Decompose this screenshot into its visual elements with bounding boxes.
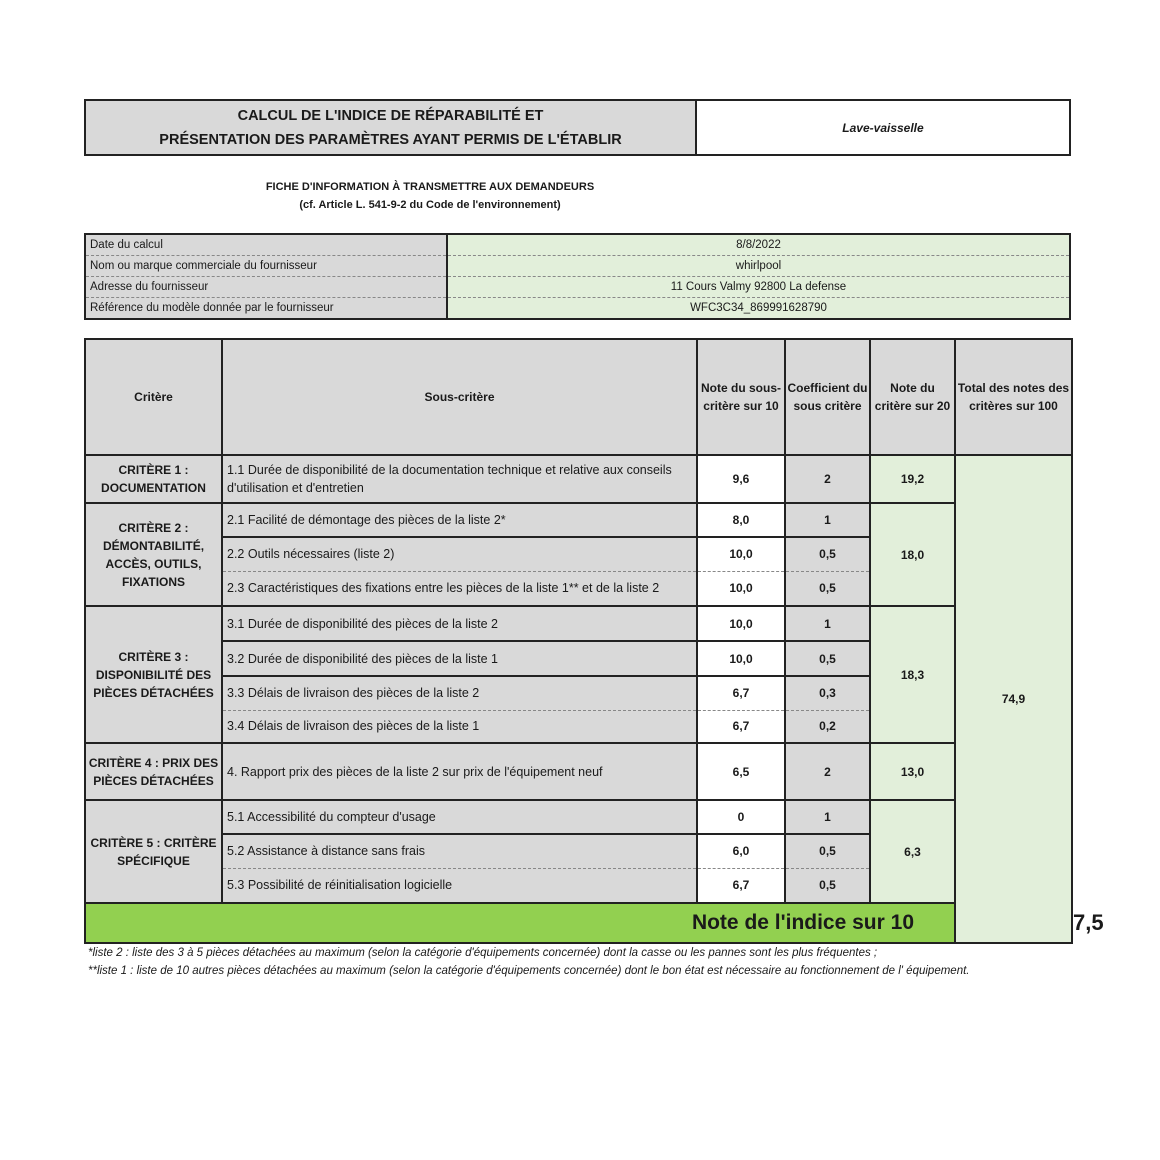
document-title — [86, 101, 697, 154]
total-score-100: 74,9 — [955, 455, 1072, 943]
header-row — [85, 339, 1072, 455]
info-value: 11 Cours Valmy 92800 La defense — [447, 277, 1070, 298]
col-header-critere: Critère — [85, 339, 222, 455]
criterion-score: 18,3 — [870, 606, 955, 743]
footnote-liste-1: **liste 1 : liste de 10 autres pièces détachées au maximum (selon la catégorie d'équipements concernée) dont le bon état est nécessaire au fonctionnement de l' équipement. — [88, 965, 970, 977]
sub-note: 8,0 — [697, 503, 785, 537]
sub-criterion: 3.1 Durée de disponibilité des pièces de la liste 2 — [222, 606, 697, 641]
title-box — [84, 99, 1071, 156]
info-label: Référence du modèle donnée par le fournisseur — [85, 298, 447, 319]
sub-note: 6,7 — [697, 868, 785, 903]
info-value: 8/8/2022 — [447, 234, 1070, 255]
footnotes — [88, 944, 1068, 980]
subtitle-line-1: FICHE D'INFORMATION À TRANSMETTRE AUX DEMANDEURS — [265, 181, 595, 193]
sub-coef: 0,5 — [785, 834, 870, 868]
criterion-label: CRITÈRE 3 : DISPONIBILITÉ DES PIÈCES DÉTACHÉES — [85, 606, 222, 743]
sub-coef: 0,2 — [785, 710, 870, 743]
sub-coef: 0,5 — [785, 571, 870, 606]
sub-coef: 0,5 — [785, 641, 870, 676]
subtitle-line-2: (cf. Article L. 541-9-2 du Code de l'environnement) — [299, 199, 561, 211]
sub-criterion: 2.3 Caractéristiques des fixations entre les pièces de la liste 1** et de la liste 2 — [222, 571, 697, 606]
table-row — [85, 455, 1072, 503]
sub-coef: 1 — [785, 606, 870, 641]
sub-note: 0 — [697, 800, 785, 834]
col-header-coef: Coefficient du sous critère — [785, 339, 870, 455]
criterion-label: CRITÈRE 4 : PRIX DES PIÈCES DÉTACHÉES — [85, 743, 222, 800]
info-row — [85, 234, 1070, 255]
info-value: whirlpool — [447, 255, 1070, 276]
sub-coef: 0,5 — [785, 537, 870, 571]
col-header-note-critere: Note du critère sur 20 — [870, 339, 955, 455]
col-header-note-sous: Note du sous-critère sur 10 — [697, 339, 785, 455]
subtitle — [190, 178, 670, 214]
final-score-label: Note de l'indice sur 10 — [85, 903, 955, 943]
table-row — [85, 800, 1072, 834]
sub-coef: 1 — [785, 503, 870, 537]
footnote-liste-2: *liste 2 : liste des 3 à 5 pièces détachées au maximum (selon la catégorie d'équipements concernée) dont la casse ou les pannes sont les plus fréquentes ; — [88, 947, 878, 959]
info-row — [85, 277, 1070, 298]
criterion-label: CRITÈRE 2 : DÉMONTABILITÉ, ACCÈS, OUTILS, FIXATIONS — [85, 503, 222, 606]
sub-criterion: 5.3 Possibilité de réinitialisation logicielle — [222, 868, 697, 903]
info-label: Date du calcul — [85, 234, 447, 255]
supplier-info-table — [84, 233, 1071, 320]
sub-criterion: 5.2 Assistance à distance sans frais — [222, 834, 697, 868]
title-line-2: PRÉSENTATION DES PARAMÈTRES AYANT PERMIS DE L'ÉTABLIR — [159, 131, 622, 148]
sub-note: 9,6 — [697, 455, 785, 503]
sub-coef: 0,3 — [785, 676, 870, 710]
sub-note: 6,7 — [697, 676, 785, 710]
sub-criterion: 3.3 Délais de livraison des pièces de la liste 2 — [222, 676, 697, 710]
sub-note: 10,0 — [697, 571, 785, 606]
title-line-1: CALCUL DE L'INDICE DE RÉPARABILITÉ ET — [237, 107, 544, 124]
sub-criterion: 2.2 Outils nécessaires (liste 2) — [222, 537, 697, 571]
criterion-score: 13,0 — [870, 743, 955, 800]
sub-criterion: 3.4 Délais de livraison des pièces de la liste 1 — [222, 710, 697, 743]
sub-note: 10,0 — [697, 606, 785, 641]
sub-coef: 1 — [785, 800, 870, 834]
table-row — [85, 743, 1072, 800]
sub-criterion: 4. Rapport prix des pièces de la liste 2 sur prix de l'équipement neuf — [222, 743, 697, 800]
criterion-label: CRITÈRE 1 : DOCUMENTATION — [85, 455, 222, 503]
info-row — [85, 255, 1070, 276]
info-label: Nom ou marque commerciale du fournisseur — [85, 255, 447, 276]
product-type: Lave-vaisselle — [842, 120, 924, 135]
sub-criterion: 1.1 Durée de disponibilité de la documentation technique et relative aux conseils d'utilisation et d'entretien — [222, 455, 697, 503]
sub-note: 6,0 — [697, 834, 785, 868]
table-row — [85, 606, 1072, 641]
col-header-sous-critere: Sous-critère — [222, 339, 697, 455]
sub-note: 6,7 — [697, 710, 785, 743]
info-value: WFC3C34_869991628790 — [447, 298, 1070, 319]
sub-coef: 0,5 — [785, 868, 870, 903]
repairability-table — [84, 338, 1104, 944]
sub-coef: 2 — [785, 455, 870, 503]
sub-note: 6,5 — [697, 743, 785, 800]
info-label: Adresse du fournisseur — [85, 277, 447, 298]
criterion-score: 18,0 — [870, 503, 955, 606]
sub-note: 10,0 — [697, 641, 785, 676]
sub-coef: 2 — [785, 743, 870, 800]
sub-note: 10,0 — [697, 537, 785, 571]
sub-criterion: 2.1 Facilité de démontage des pièces de la liste 2* — [222, 503, 697, 537]
sub-criterion: 3.2 Durée de disponibilité des pièces de la liste 1 — [222, 641, 697, 676]
info-row — [85, 298, 1070, 319]
sub-criterion: 5.1 Accessibilité du compteur d'usage — [222, 800, 697, 834]
criterion-score: 19,2 — [870, 455, 955, 503]
criterion-score: 6,3 — [870, 800, 955, 903]
table-row — [85, 503, 1072, 537]
final-score-row: Note de l'indice sur 10 7,5 — [85, 903, 1072, 943]
criterion-label: CRITÈRE 5 : CRITÈRE SPÉCIFIQUE — [85, 800, 222, 903]
col-header-total: Total des notes des critères sur 100 — [955, 339, 1072, 455]
